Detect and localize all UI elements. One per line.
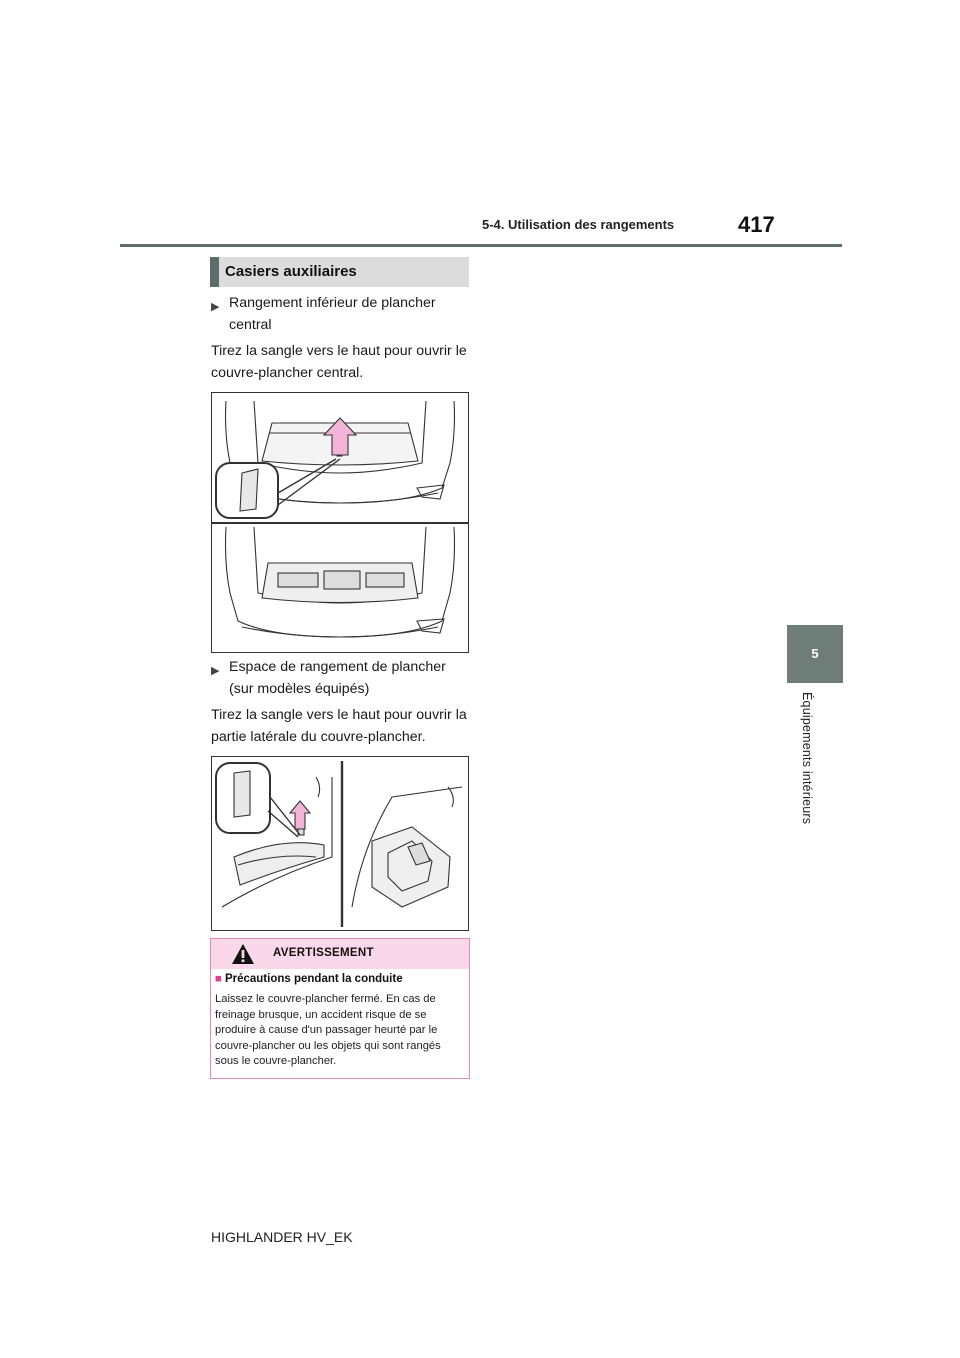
warning-header: [211, 939, 469, 969]
bullet-text-2: Espace de rangement de plancher (sur modèles équipés): [229, 659, 446, 697]
side-floor-storage-figure: [211, 756, 469, 931]
header-rule: [120, 244, 842, 247]
bullet-text-1: Rangement inférieur de plancher central: [229, 295, 436, 333]
sub-heading: Casiers auxiliaires: [225, 263, 357, 280]
chapter-title: Équipements intérieurs: [800, 692, 814, 825]
trunk-center-floor-figure: [211, 392, 469, 653]
square-bullet-icon: ■: [215, 973, 222, 985]
sub-heading-box: [210, 257, 469, 287]
footer-model: HIGHLANDER HV_EK: [211, 1229, 353, 1245]
warning-title: AVERTISSEMENT: [273, 947, 374, 959]
body-text-1: Tirez la sangle vers le haut pour ouvrir le couvre-plancher central.: [211, 343, 467, 381]
warning-body: Laissez le couvre-plancher fermé. En cas de freinage brusque, un accident risque de se produire à cause d'un passager heurté par le couvre-plancher ou les objets qui sont rangés sous le couvre-plancher.: [215, 993, 441, 1067]
warning-box: [210, 938, 470, 1079]
chapter-number: 5: [811, 646, 819, 661]
warning-subheading-text: Précautions pendant la conduite: [224, 973, 403, 985]
page-number: 417: [738, 212, 775, 237]
bullet-triangle-icon: ▶: [211, 665, 220, 677]
trunk-center-floor-illustration: [212, 393, 468, 652]
section-title: 5-4. Utilisation des rangements: [482, 217, 675, 232]
bullet-item-2: [211, 656, 473, 700]
warning-triangle-icon: [231, 943, 255, 965]
chapter-tab[interactable]: [787, 625, 843, 683]
body-text-2: Tirez la sangle vers le haut pour ouvrir la partie latérale du couvre-plancher.: [211, 707, 467, 745]
pull-up-arrow-icon: [290, 801, 310, 829]
bullet-item-1: [211, 292, 473, 336]
bullet-triangle-icon: ▶: [211, 301, 220, 313]
side-floor-storage-illustration: [212, 757, 468, 930]
warning-subheading: [215, 973, 403, 985]
